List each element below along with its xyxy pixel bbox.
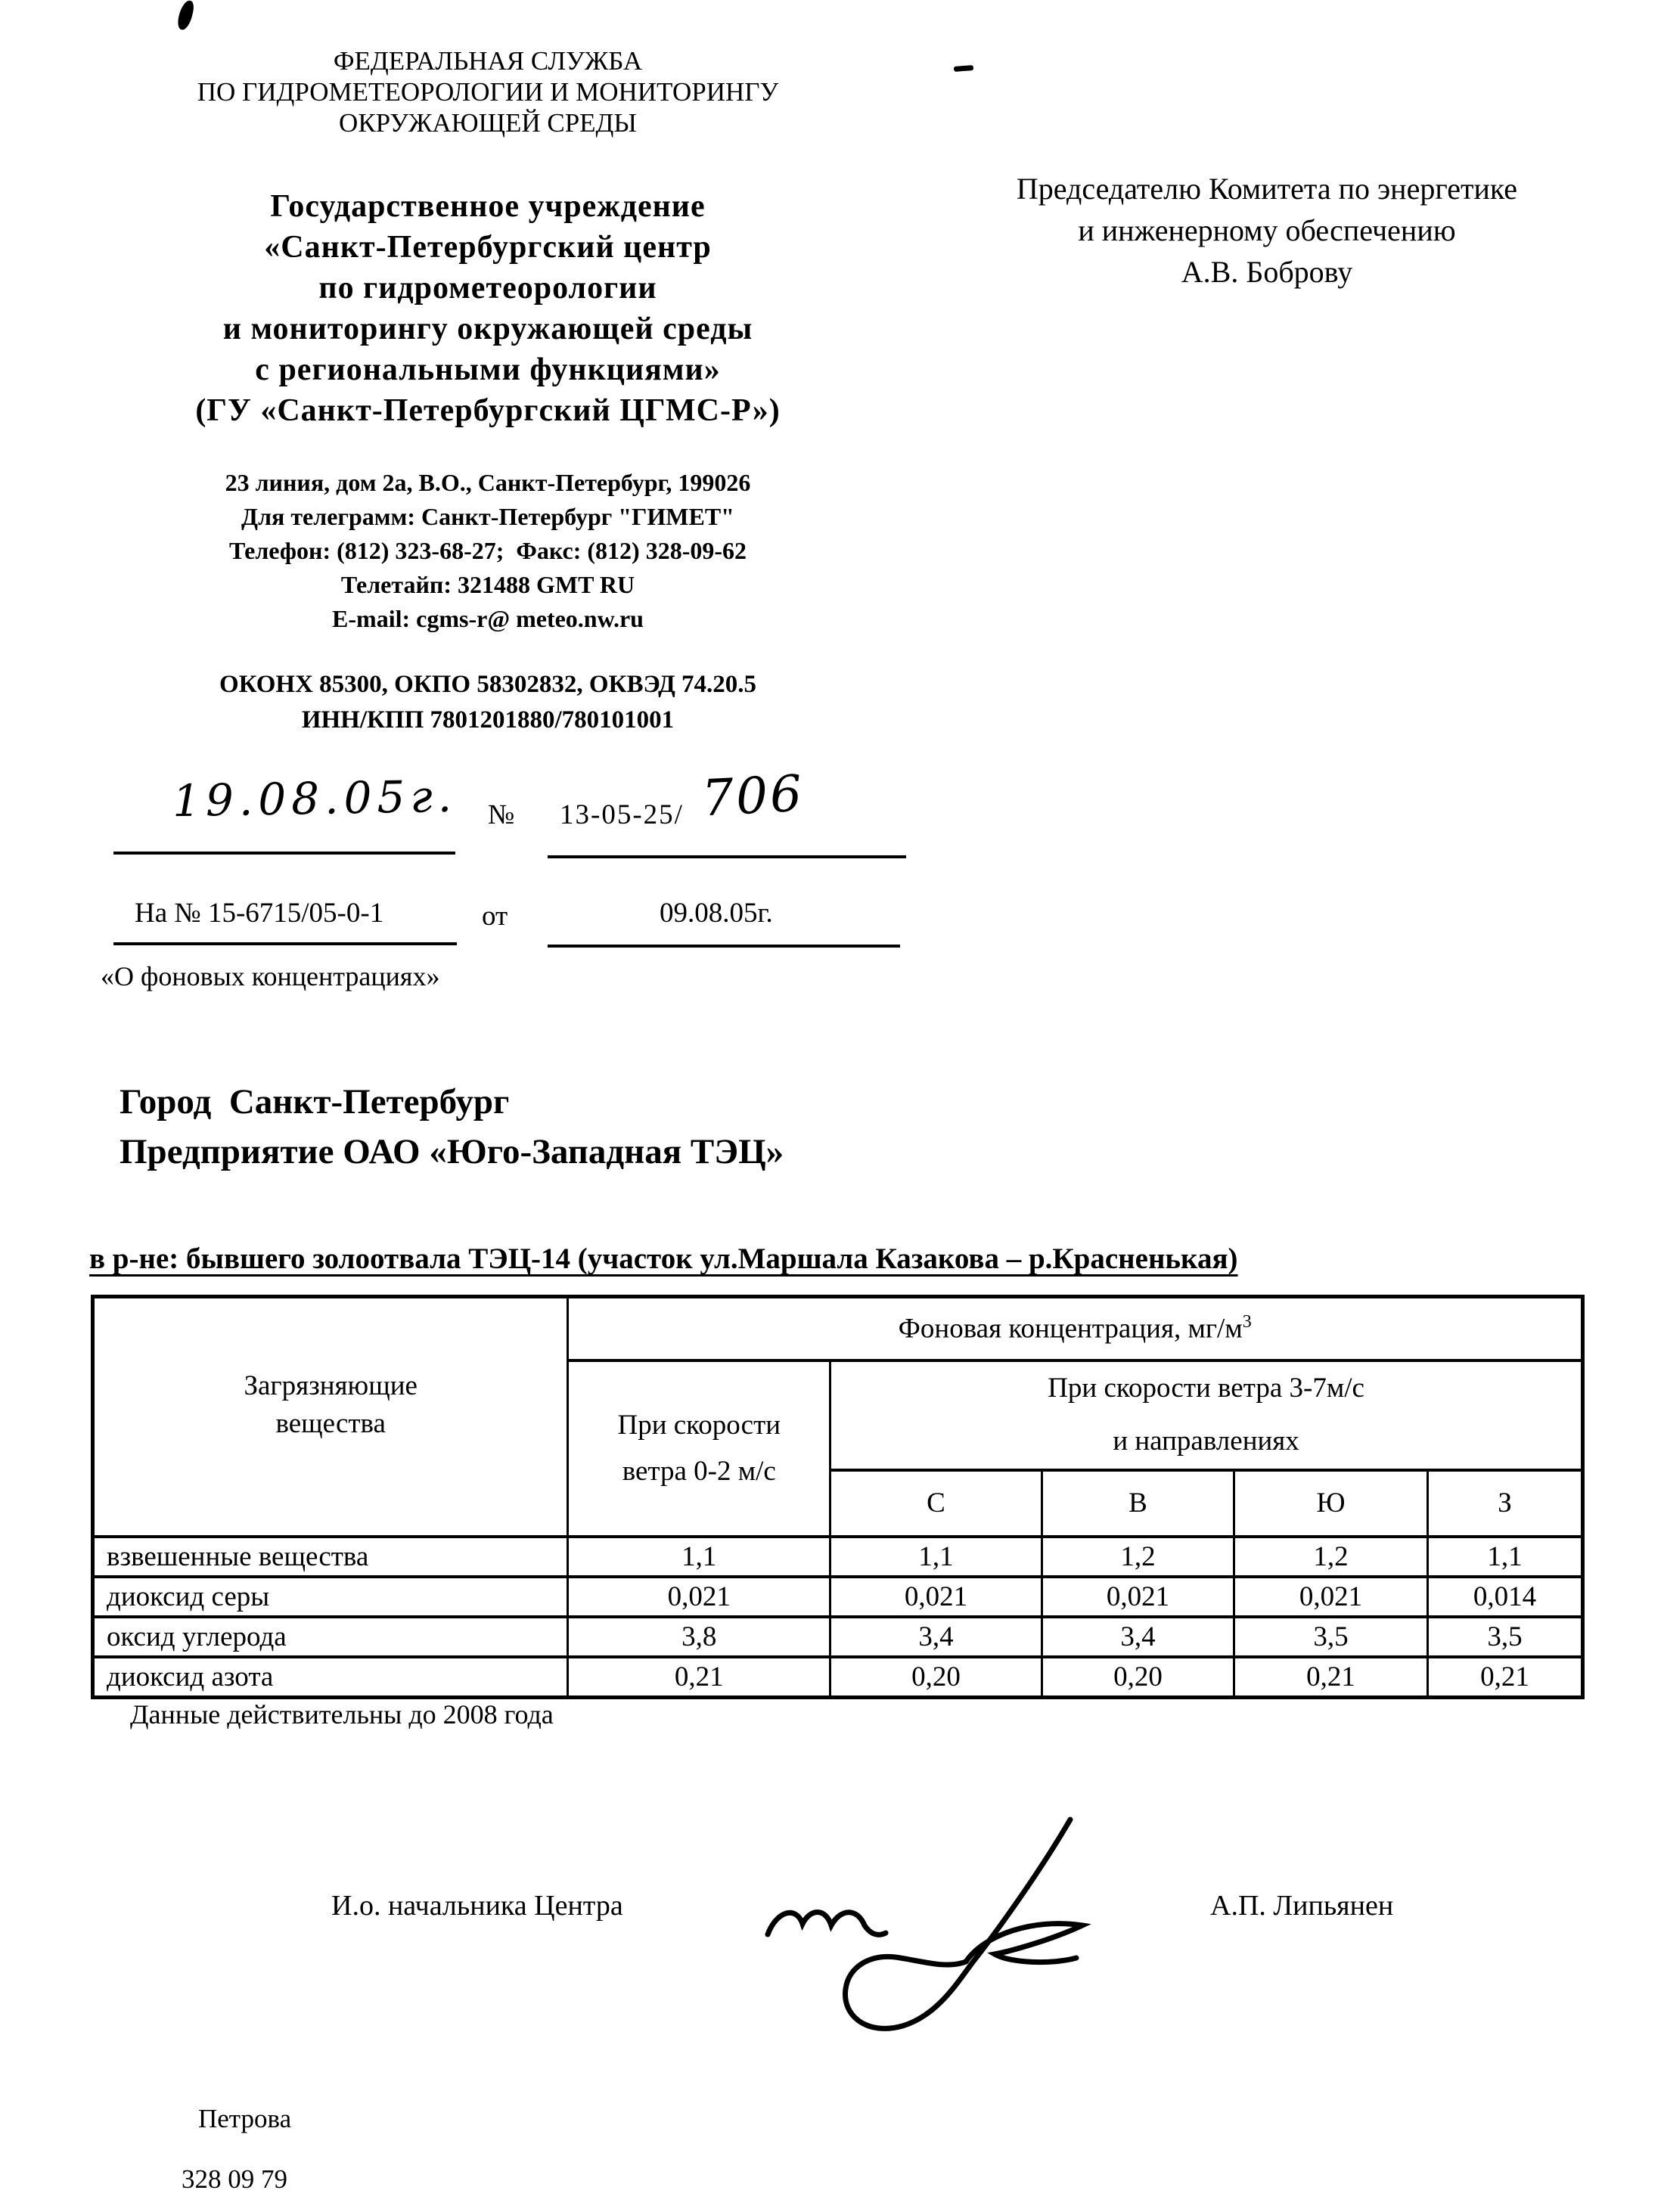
- header-substances-label: Загрязняющие вещества: [244, 1370, 418, 1440]
- addressee-block: [885, 168, 1649, 293]
- number-sign: №: [488, 799, 515, 830]
- value-cell: 3,4: [830, 1617, 1042, 1657]
- value-cell: 3,5: [1234, 1617, 1428, 1657]
- value-cell: 0,021: [568, 1577, 830, 1617]
- table-caption: в р-не: бывшего золоотвала ТЭЦ-14 (участок ул.Маршала Казакова – р.Красненькая): [89, 1243, 1238, 1275]
- outgoing-number-handwritten: 706: [700, 764, 806, 828]
- executor-phone: 328 09 79: [182, 2164, 287, 2194]
- institution-line: Государственное учреждение: [270, 189, 706, 224]
- city-line: Город Санкт-Петербург: [120, 1082, 510, 1122]
- addressee-line: Председателю Комитета по энергетике: [1016, 172, 1518, 206]
- institution-line: по гидрометеорологии: [318, 271, 657, 306]
- addressee-line: А.В. Боброву: [1181, 255, 1353, 289]
- value-cell: 0,21: [568, 1657, 830, 1698]
- value-cell: 0,014: [1428, 1577, 1583, 1617]
- codes-line: ИНН/КПП 7801201880/780101001: [301, 706, 675, 734]
- value-cell: 1,1: [1428, 1537, 1583, 1577]
- concentration-table: [91, 1295, 1585, 1699]
- from-label: от: [482, 901, 508, 932]
- contact-line-email: E-mail: cgms-r@ meteo.nw.ru: [332, 605, 644, 632]
- addressee-line: и инженерному обеспечению: [1078, 213, 1456, 247]
- signer-title: И.о. начальника Центра: [331, 1890, 623, 1922]
- value-cell: 0,20: [1042, 1657, 1234, 1698]
- header-concentration-label: Фоновая концентрация, мг/м: [898, 1313, 1243, 1345]
- executor-name: Петрова: [198, 2104, 292, 2133]
- value-cell: 1,1: [568, 1537, 830, 1577]
- date-underline: [113, 852, 455, 855]
- table-row: [93, 1537, 1583, 1577]
- outgoing-number-typed: 13-05-25/: [560, 799, 684, 830]
- substance-name: оксид углерода: [93, 1617, 568, 1657]
- institution-line: и мониторингу окружающей среды: [222, 312, 753, 346]
- value-cell: 0,21: [1234, 1657, 1428, 1698]
- ink-blot-mark: [175, 0, 195, 31]
- subject-line: «О фоновых концентрациях»: [101, 961, 440, 991]
- validity-note: Данные действительны до 2008 года: [130, 1699, 554, 1730]
- header-wind-3-7: [830, 1360, 1583, 1470]
- institution-line: (ГУ «Санкт-Петербургский ЦГМС-Р»): [195, 393, 781, 428]
- header-substances: [93, 1297, 568, 1537]
- contact-line-telegram: Для телеграмм: Санкт-Петербург "ГИМЕТ": [241, 503, 734, 530]
- value-cell: 3,4: [1042, 1617, 1234, 1657]
- direction-header-east: В: [1042, 1470, 1234, 1537]
- concentration-superscript: 3: [1242, 1312, 1252, 1332]
- letterhead-codes: [83, 667, 893, 738]
- service-line: ПО ГИДРОМЕТЕОРОЛОГИИ И МОНИТОРИНГУ: [197, 77, 779, 107]
- table-row: [93, 1617, 1583, 1657]
- table-row: [93, 1577, 1583, 1617]
- contact-line-address: 23 линия, дом 2а, В.О., Санкт-Петербург, 199026: [225, 469, 751, 496]
- substance-name: диоксид серы: [93, 1577, 568, 1617]
- wind-0-2-line2: ветра 0-2 м/с: [622, 1456, 776, 1488]
- letterhead-contacts: [83, 466, 893, 636]
- institution-line: с региональными функциями»: [255, 352, 721, 387]
- letterhead-service-name: [83, 45, 893, 138]
- signer-name: А.П. Липьянен: [1210, 1890, 1394, 1922]
- value-cell: 0,021: [1234, 1577, 1428, 1617]
- wind-0-2-line1: При скорости: [617, 1410, 781, 1441]
- outgoing-date-handwritten: 19.08.05г.: [172, 770, 458, 827]
- background-concentration-table: [91, 1295, 1585, 1699]
- number-underline: [548, 855, 906, 858]
- value-cell: 0,021: [1042, 1577, 1234, 1617]
- reply-number-underline: [113, 942, 457, 945]
- stray-dash-mark: [954, 65, 973, 72]
- codes-line: ОКОНХ 85300, ОКПО 58302832, ОКВЭД 74.20.5: [219, 671, 757, 698]
- header-wind-0-2: [568, 1360, 830, 1537]
- value-cell: 3,5: [1428, 1617, 1583, 1657]
- value-cell: 0,21: [1428, 1657, 1583, 1698]
- substance-name: диоксид азота: [93, 1657, 568, 1698]
- header-concentration: [568, 1297, 1583, 1361]
- table-row: [93, 1657, 1583, 1698]
- wind-3-7-line1: При скорости ветра 3-7м/с: [1048, 1373, 1364, 1404]
- service-line: ОКРУЖАЮЩЕЙ СРЕДЫ: [339, 108, 637, 138]
- enterprise-line: Предприятие ОАО «Юго-Западная ТЭЦ»: [120, 1132, 784, 1171]
- value-cell: 1,1: [830, 1537, 1042, 1577]
- letterhead-institution-name: [83, 186, 893, 431]
- direction-header-west: З: [1428, 1470, 1583, 1537]
- reply-date-underline: [548, 945, 900, 948]
- substance-name: взвешенные вещества: [93, 1537, 568, 1577]
- signature-scribble: [745, 1813, 1199, 2040]
- contact-line-teletype: Телетайп: 321488 GMT RU: [340, 571, 635, 598]
- direction-header-south: Ю: [1234, 1470, 1428, 1537]
- direction-header-north: С: [830, 1470, 1042, 1537]
- value-cell: 0,20: [830, 1657, 1042, 1698]
- value-cell: 0,021: [830, 1577, 1042, 1617]
- service-line: ФЕДЕРАЛЬНАЯ СЛУЖБА: [333, 46, 643, 76]
- value-cell: 1,2: [1234, 1537, 1428, 1577]
- wind-3-7-line2: и направлениях: [1113, 1426, 1299, 1457]
- value-cell: 1,2: [1042, 1537, 1234, 1577]
- contact-line-phone-fax: Телефон: (812) 323-68-27; Факс: (812) 328-09-62: [229, 537, 747, 564]
- institution-line: «Санкт-Петербургский центр: [264, 230, 712, 265]
- value-cell: 3,8: [568, 1617, 830, 1657]
- reply-to-number: На № 15-6715/05-0-1: [135, 898, 384, 929]
- reply-date: 09.08.05г.: [660, 898, 773, 929]
